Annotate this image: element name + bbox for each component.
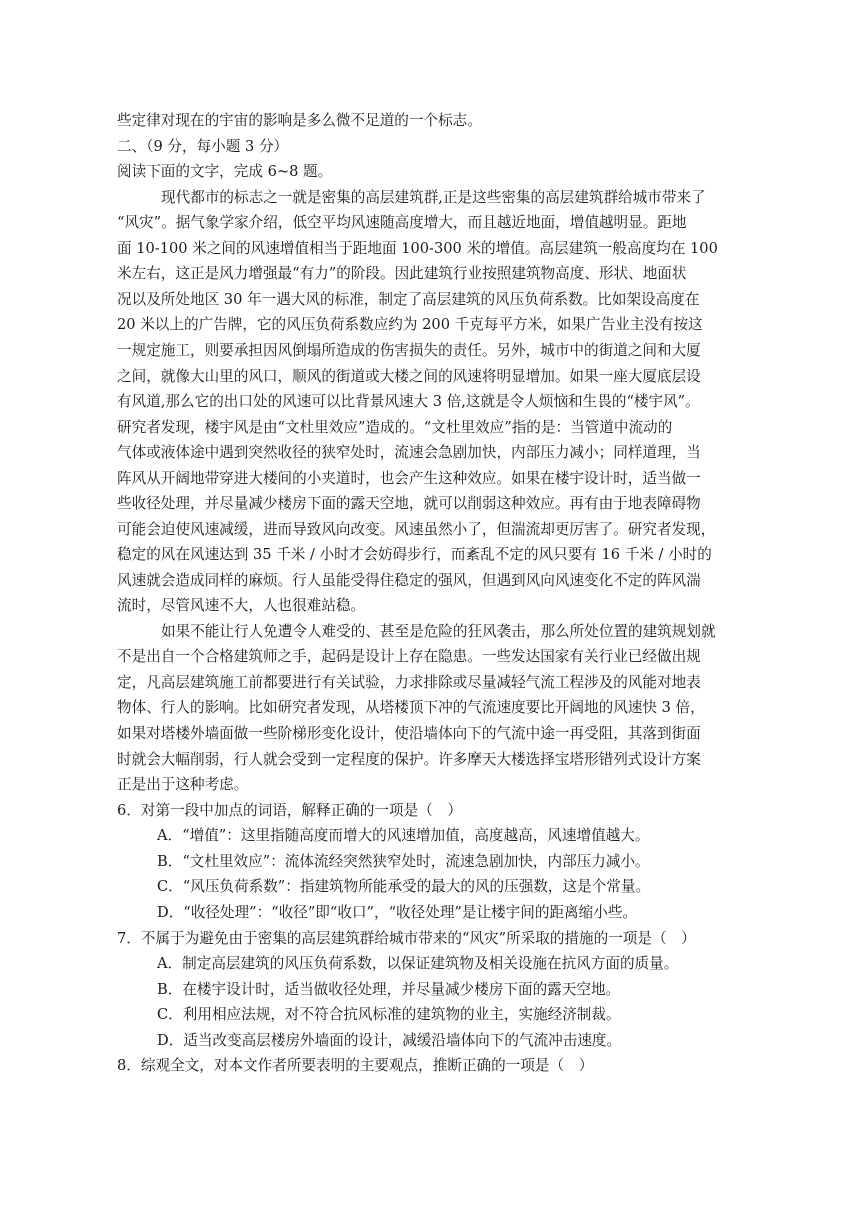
paragraph-line: 气体或液体途中遇到突然收径的狭窄处时，流速会急剧加快，内部压力减小；同样道理，当 — [117, 444, 701, 461]
paragraph-line: 面 10-100 米之间的风速增值相当于距地面 100-300 米的增值。高层建筑一般高度均在 100 — [117, 240, 718, 257]
option-d: D．“收径处理”：“收径”即“收口”，“收径处理”是让楼宇间的距离缩小些。 — [157, 904, 638, 921]
paragraph-line: 20 米以上的广告牌，它的风压负荷系数应约为 200 千克每平方米，如果广告业主没有按这 — [117, 316, 703, 333]
paragraph-line: 可能会迫使风速减缓，进而导致风向改变。风速虽然小了，但湍流却更厉害了。研究者发现， — [117, 521, 716, 538]
paragraph-line: 时就会大幅削弱，行人就会受到一定程度的保护。许多摩天大楼选择宝塔形错列式设计方案 — [117, 751, 701, 768]
paragraph-line: 之间，就像大山里的风口，顺风的街道或大楼之间的风速将明显增加。如果一座大厦底层设 — [117, 368, 701, 385]
paragraph-line: 定，凡高层建筑施工前都要进行有关试验，力求排除或尽量减轻气流工程涉及的风能对地表 — [117, 674, 701, 691]
option-d: D．适当改变高层楼房外墙面的设计，减缓沿墙体向下的气流冲击速度。 — [157, 1032, 622, 1049]
paragraph-line: 流时，尽管风速不大，人也很难站稳。 — [117, 597, 366, 614]
paragraph-line: 如果对塔楼外墙面做一些阶梯形变化设计，使沿墙体向下的气流中途一再受阻，其落到街面 — [117, 725, 701, 742]
paragraph-line: 不是出自一个合格建筑师之手，起码是设计上存在隐患。一些发达国家有关行业已经做出规 — [117, 648, 701, 665]
question-6: 6．对第一段中加点的词语，解释正确的一项是（ ） — [117, 802, 462, 819]
instruction-line: 阅读下面的文字，完成 6~8 题。 — [117, 163, 333, 180]
paragraph-line: 有风道,那么它的出口处的风速可以比背景风速大 3 倍,这就是令人烦恼和生畏的“楼宇风”。 — [117, 393, 700, 410]
paragraph-line: 正是出于这种考虑。 — [117, 776, 249, 793]
paragraph-line: 一规定施工，则要承担因风倒塌所造成的伤害损失的责任。另外，城市中的街道之间和大厦 — [117, 342, 701, 359]
option-a: A．“增值”：这里指随高度而增大的风速增加值，高度越高，风速增值越大。 — [157, 827, 650, 844]
question-7: 7．不属于为避免由于密集的高层建筑群给城市带来的“风灾”所采取的措施的一项是（ ） — [117, 930, 696, 947]
paragraph-line: 米左右，这正是风力增强最“有力”的阶段。因此建筑行业按照建筑物高度、形状、地面状 — [117, 265, 687, 282]
paragraph-line: 如果不能让行人免遭令人难受的、甚至是危险的狂风袭击，那么所处位置的建筑规划就 — [161, 623, 716, 640]
option-a: A．制定高层建筑的风压负荷系数，以保证建筑物及相关设施在抗风方面的质量。 — [157, 955, 679, 972]
section-heading: 二、（9 分，每小题 3 分） — [117, 138, 289, 155]
paragraph-line: 研究者发现，楼宇风是由“文杜里效应”造成的。“文杜里效应”指的是：当管道中流动的 — [117, 419, 673, 436]
paragraph-line: 物体、行人的影响。比如研究者发现，从塔楼顶下冲的气流速度要比开阔地的风速快 3 倍， — [117, 699, 705, 716]
paragraph-line: 阵风从开阔地带穿进大楼间的小夹道时，也会产生这种效应。如果在楼宇设计时，适当做一 — [117, 470, 701, 487]
paragraph-line: 些收径处理，并尽量减少楼房下面的露天空地，就可以削弱这种效应。再有由于地表障碍物 — [117, 495, 701, 512]
paragraph-line: 风速就会造成同样的麻烦。行人虽能受得住稳定的强风，但遇到风向风速变化不定的阵风湍 — [117, 572, 701, 589]
text-line: 些定律对现在的宇宙的影响是多么微不足道的一个标志。 — [117, 112, 482, 129]
paragraph-line: 稳定的风在风速达到 35 千米 / 小时才会妨碍步行，而紊乱不定的风只要有 16 千米 / 小时的 — [117, 546, 712, 563]
option-b: B．“文杜里效应”：流体流经突然狭窄处时，流速急剧加快，内部压力减小。 — [157, 853, 650, 870]
paragraph-line: 现代都市的标志之一就是密集的高层建筑群,正是这些密集的高层建筑群给城市带来了 — [161, 189, 706, 206]
option-c: C．“风压负荷系数”：指建筑物所能承受的最大的风的压强数，这是个常量。 — [157, 878, 651, 895]
question-8: 8．综观全文，对本文作者所要表明的主要观点，推断正确的一项是（ ） — [117, 1057, 594, 1074]
paragraph-line: 况以及所处地区 30 年一遇大风的标准，制定了高层建筑的风压负荷系数。比如架设高度在 — [117, 291, 700, 308]
paragraph-line: “风灾”。据气象学家介绍，低空平均风速随高度增大，而且越近地面，增值越明显。距地 — [117, 214, 687, 231]
option-b: B．在楼宇设计时，适当做收径处理，并尽量减少楼房下面的露天空地。 — [157, 981, 621, 998]
option-c: C．利用相应法规，对不符合抗风标准的建筑物的业主，实施经济制裁。 — [157, 1006, 621, 1023]
